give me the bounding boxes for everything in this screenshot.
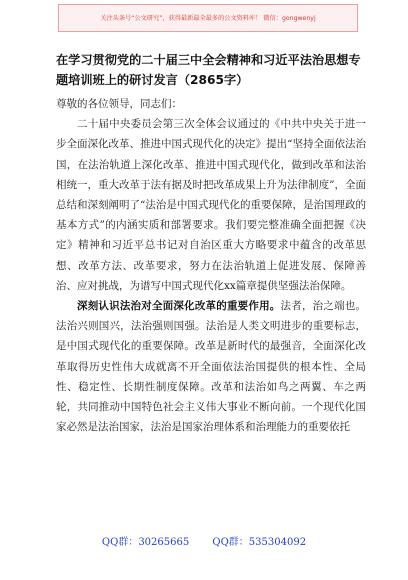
paragraph-intro: 二十届中央委员会第三次全体会议通过的《中共中央关于进一步全面深化改革、推进中国式现代化的决定》提出“坚持全面依法治国，在法治轨道上深化改革、推进中国式现代化，做到改革和法治相统一，重大改革于法有据及时把改革成果上升为法律制度”，全面总结和深刻阐明了“法治是中国式现代化的重要保障，是治国理政的基本方式”的内涵实质和部署要求。我们要完整准确全面把握《决定》精神和习近平总书记对自治区重大方略要求中蕴含的改革思想、改革方法、改革要求，努力在法治轨道上促进发展、保障善治、应对挑战，为谱写中国式现代化xx篇章提供坚强法治保障。 bbox=[56, 118, 366, 292]
section-heading-inline: 深刻认识法治对全面深化改革的重要作用。 bbox=[77, 300, 281, 313]
document-title: 在学习贯彻党的二十届三中全会精神和习近平法治思想专题培训班上的研讨发言（2865字） bbox=[56, 53, 361, 87]
footer-contact bbox=[0, 533, 408, 548]
salutation: 尊敬的各位领导，同志们： bbox=[56, 98, 182, 110]
paragraph-section-one bbox=[56, 296, 366, 437]
document-body bbox=[56, 94, 366, 437]
promo-banner: 关注头条号“公文研究”，获得最新最全最多的公文资料库！ 微信：gongwenyj bbox=[58, 4, 358, 32]
section-one-text: 法者，治之端也。法治兴则国兴，法治强则国强。法治是人类文明进步的重要标志，是中国式现代化的重要保障。改革是新时代的最强音，全面深化改革取得历史性伟大成就离不开全面依法治国提供的根本性、全局性、稳定性、长期性制度保障。改革和法治如鸟之两翼、车之两轮，共同推动中国特色社会主义伟大事业不断向前。一个现代化国家必然是法治国家，法治是国家治理体系和治理能力的重要依托 bbox=[56, 300, 367, 434]
qq-group-2: QQ群：535304092 bbox=[212, 537, 307, 548]
qq-group-1: QQ群：30265665 bbox=[101, 537, 190, 548]
